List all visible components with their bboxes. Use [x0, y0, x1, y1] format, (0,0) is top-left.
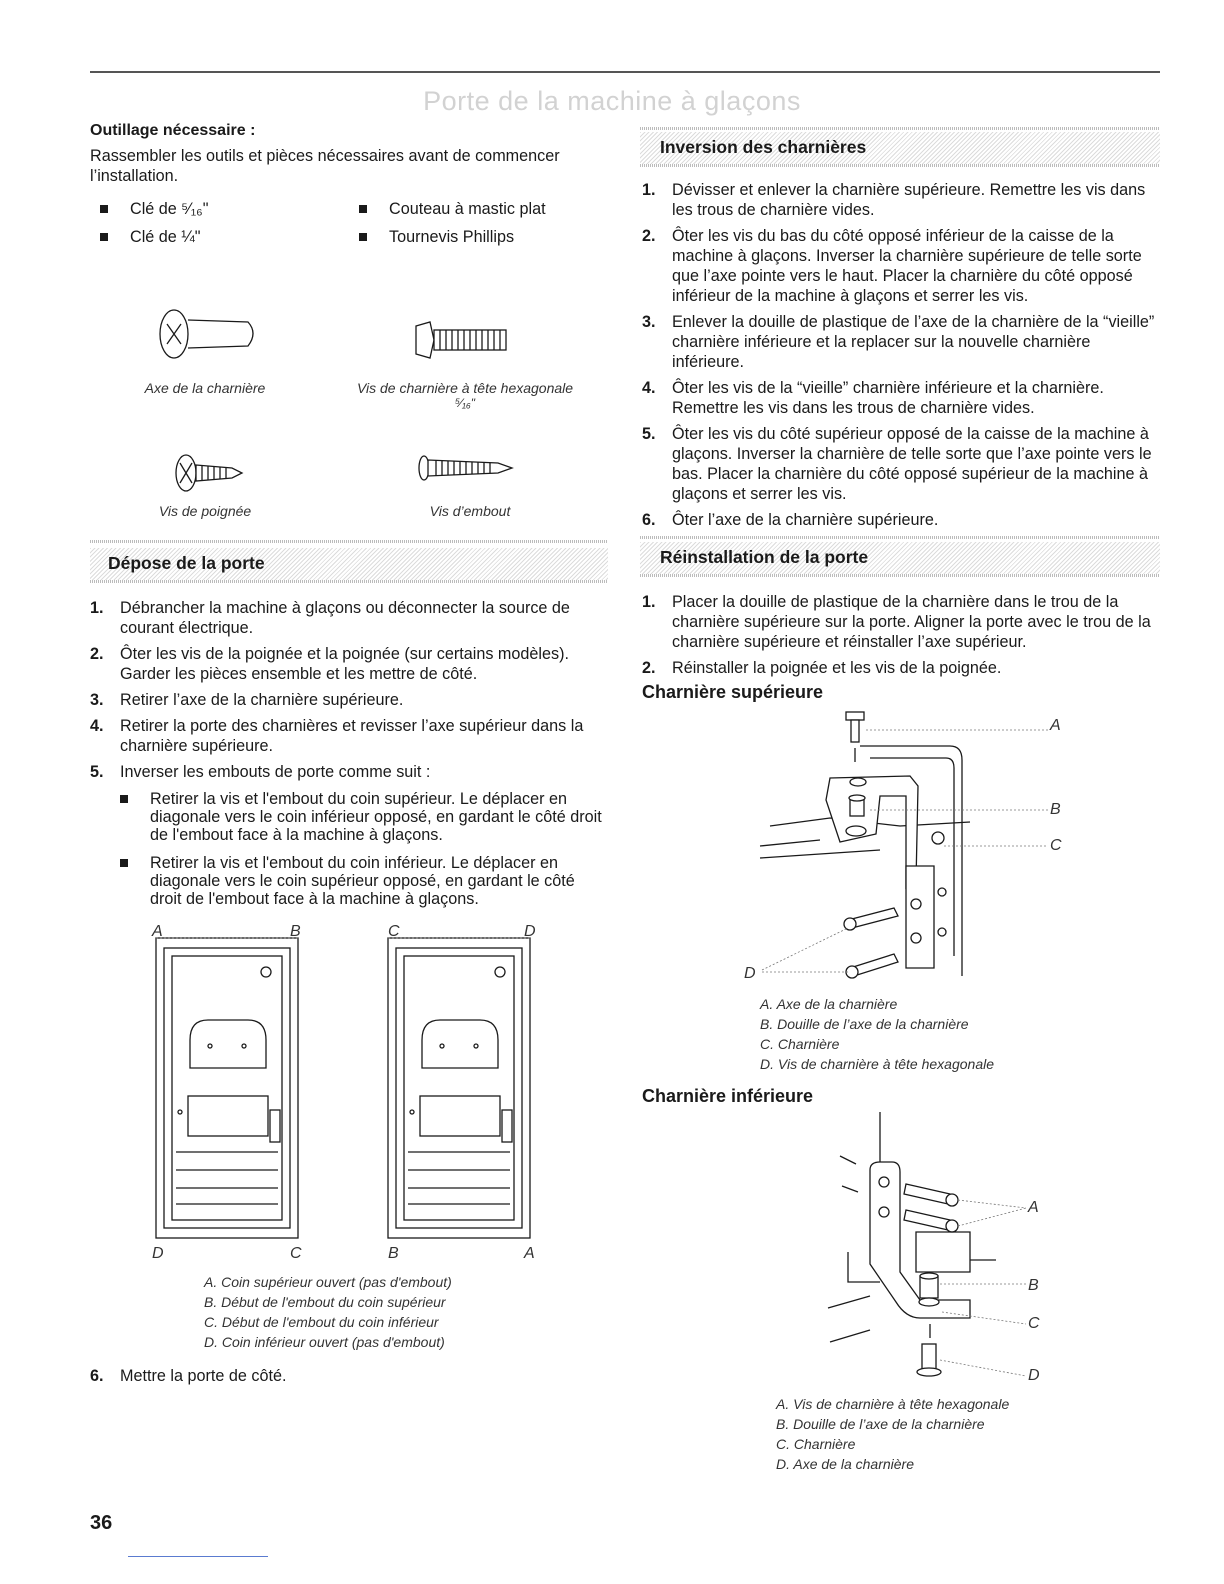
lower-hinge-legend	[776, 1394, 1009, 1474]
tool-item: Clé de ⁵⁄₁₆"	[100, 200, 208, 218]
tool-item: Tournevis Phillips	[359, 228, 546, 246]
top-rule	[90, 71, 1160, 73]
removal-step: 5. Inverser les embouts de porte comme suit : Retirer la vis et l'embout du coin supérieur. Le déplacer en diagonale vers le coin inférieur opposé, en gardant le côté droit de l'embout face à la machine à glaçons. Retirer la vis et l'embout du coin inférieur. Le déplacer en diagonale vers le coin supérieur opposé, en gardant le côté droit de l'embout face à la machine à glaçons.	[90, 762, 610, 908]
reinstall-step: 2. Réinstaller la poignée et les vis de la poignée.	[642, 659, 1002, 677]
reversal-heading-bar	[640, 132, 1160, 164]
removal-step: 6. Mettre la porte de côté.	[90, 1367, 287, 1385]
upper-hinge-label: C	[1050, 837, 1062, 854]
door-legend	[204, 1272, 452, 1352]
lower-hinge-label: D	[1028, 1367, 1040, 1384]
reversal-step: 1. Dévisser et enlever la charnière supérieure. Remettre les vis dans les trous de charnière vides.	[642, 181, 1146, 219]
legend-item: D. Axe de la charnière	[776, 1456, 914, 1472]
tools-list-2	[359, 196, 546, 256]
upper-hinge-label: D	[744, 965, 756, 982]
tool-item: Couteau à mastic plat	[359, 200, 546, 218]
reinstall-steps	[642, 592, 1160, 684]
door-label: B	[290, 923, 301, 940]
lower-hinge-label: B	[1028, 1277, 1039, 1294]
tools-list	[100, 196, 208, 256]
legend-item: C. Début de l'embout du coin inférieur	[204, 1314, 439, 1330]
upper-hinge-label: B	[1050, 801, 1061, 818]
reversal-heading: Inversion des charnières	[660, 137, 867, 157]
legend-item: A. Vis de charnière à tête hexagonale	[776, 1396, 1010, 1412]
tool-item: Clé de ¼"	[100, 228, 208, 246]
hinge-pin-caption: Axe de la charnière	[144, 380, 266, 396]
lower-hinge-label: A	[1028, 1199, 1039, 1216]
removal-step: 2. Ôter les vis de la poignée et la poignée (sur certains modèles). Garder les pièces ensemble et les mettre de côté.	[90, 645, 569, 683]
handle-screw-caption: Vis de poignée	[158, 503, 252, 519]
reversal-step: 5. Ôter les vis du côté supérieur opposé de la caisse de la machine à glaçons. Inverser la charnière de telle sorte que l’axe pointe vers le bas. Placer la charnière du côté opposé supérieur de la machine à glaçons et serrer les vis.	[642, 425, 1152, 503]
removal-steps	[90, 598, 610, 918]
upper-hinge-heading: Charnière supérieure	[642, 682, 824, 702]
removal-heading-bar	[90, 548, 608, 580]
reinstall-heading: Réinstallation de la porte	[660, 547, 869, 567]
right-door	[388, 938, 530, 1238]
legend-item: B. Douille de l’axe de la charnière	[776, 1416, 985, 1432]
lower-hinge-heading: Charnière inférieure	[642, 1086, 814, 1106]
reinstall-heading-bar	[640, 542, 1160, 574]
page-number: 36	[90, 1512, 113, 1534]
removal-step: 4. Retirer la porte des charnières et revisser l’axe supérieur dans la charnière supérieure.	[90, 717, 584, 755]
legend-item: C. Charnière	[776, 1436, 856, 1452]
removal-sub-bullet: Retirer la vis et l'embout du coin inférieur. Le déplacer en diagonale vers le coin supérieur opposé, en gardant le côté droit de l'embout face à la machine à glaçons.	[120, 854, 610, 908]
reversal-steps	[642, 180, 1160, 536]
reversal-step: 3. Enlever la douille de plastique de l’axe de la charnière de la “vieille” charnière inférieure et la replacer sur la nouvelle charnière inférieure.	[642, 313, 1155, 371]
removal-step: 1. Débrancher la machine à glaçons ou déconnecter la source de courant électrique.	[90, 599, 570, 637]
hex-screw-caption: Vis de charnière à tête hexagonale	[356, 380, 574, 396]
tools-heading: Outillage nécessaire :	[90, 122, 256, 139]
removal-heading: Dépose de la porte	[108, 553, 265, 573]
reinstall-step: 1. Placer la douille de plastique de la charnière dans le trou de la charnière supérieure sur la porte. Aligner la porte avec le trou de la charnière supérieure et réinstaller l’axe supérieur.	[642, 593, 1151, 651]
door-label: C	[290, 1245, 302, 1262]
left-door	[156, 938, 298, 1238]
endcap-screw-caption: Vis d’embout	[429, 503, 511, 519]
hinge-pin-illustration	[140, 300, 280, 370]
door-endcap-diagram	[150, 920, 550, 1266]
hex-screw-illustration	[410, 318, 520, 362]
hex-screw-size: ⁵⁄₁₆"	[455, 396, 475, 410]
section-band	[640, 127, 1160, 130]
legend-item: B. Douille de l’axe de la charnière	[760, 1016, 969, 1032]
door-label: A	[524, 1245, 535, 1262]
door-label: D	[152, 1245, 164, 1262]
legend-item: A. Coin supérieur ouvert (pas d'embout)	[204, 1274, 452, 1290]
legend-item: C. Charnière	[760, 1036, 840, 1052]
section-band	[90, 580, 608, 583]
legend-item: B. Début de l'embout du coin supérieur	[204, 1294, 446, 1310]
reversal-step: 4. Ôter les vis de la “vieille” charnière inférieure et la charnière. Remettre les vis dans les trous de charnière vides.	[642, 379, 1104, 417]
tools-intro: Rassembler les outils et pièces nécessaires avant de commencer l’installation.	[90, 147, 560, 185]
upper-hinge-label: A	[1050, 717, 1061, 734]
reversal-step: 6. Ôter l’axe de la charnière supérieure.	[642, 511, 939, 529]
lower-hinge-diagram	[820, 1112, 1060, 1392]
section-band	[640, 536, 1160, 539]
footer-line	[128, 1556, 268, 1557]
door-label: C	[388, 923, 400, 940]
section-band	[640, 164, 1160, 167]
legend-item: D. Vis de charnière à tête hexagonale	[760, 1056, 995, 1072]
door-label: A	[152, 923, 163, 940]
door-label: B	[388, 1245, 399, 1262]
reversal-step: 2. Ôter les vis du bas du côté opposé inférieur de la caisse de la machine à glaçons. Inverser la charnière supérieure de telle sorte que l’axe pointe vers le haut. Placer la charnière du côté opposé inférieur de la machine à glaçons et serrer les vis.	[642, 227, 1142, 305]
upper-hinge-legend	[760, 994, 994, 1074]
door-label: D	[524, 923, 536, 940]
legend-item: D. Coin inférieur ouvert (pas d'embout)	[204, 1334, 445, 1350]
page-title: Porte de la machine à glaçons	[423, 86, 801, 116]
removal-step: 3. Retirer l’axe de la charnière supérieure.	[90, 691, 404, 709]
removal-sub-bullet: Retirer la vis et l'embout du coin supérieur. Le déplacer en diagonale vers le coin inférieur opposé, en gardant le côté droit de l'embout face à la machine à glaçons.	[120, 790, 610, 844]
removal-step-6	[90, 1366, 610, 1392]
section-band	[640, 574, 1160, 577]
section-band	[90, 540, 608, 543]
upper-hinge-diagram	[730, 706, 1070, 988]
endcap-screw-illustration	[414, 452, 520, 484]
legend-item: A. Axe de la charnière	[760, 996, 898, 1012]
handle-screw-illustration	[170, 450, 250, 496]
lower-hinge-label: C	[1028, 1315, 1040, 1332]
